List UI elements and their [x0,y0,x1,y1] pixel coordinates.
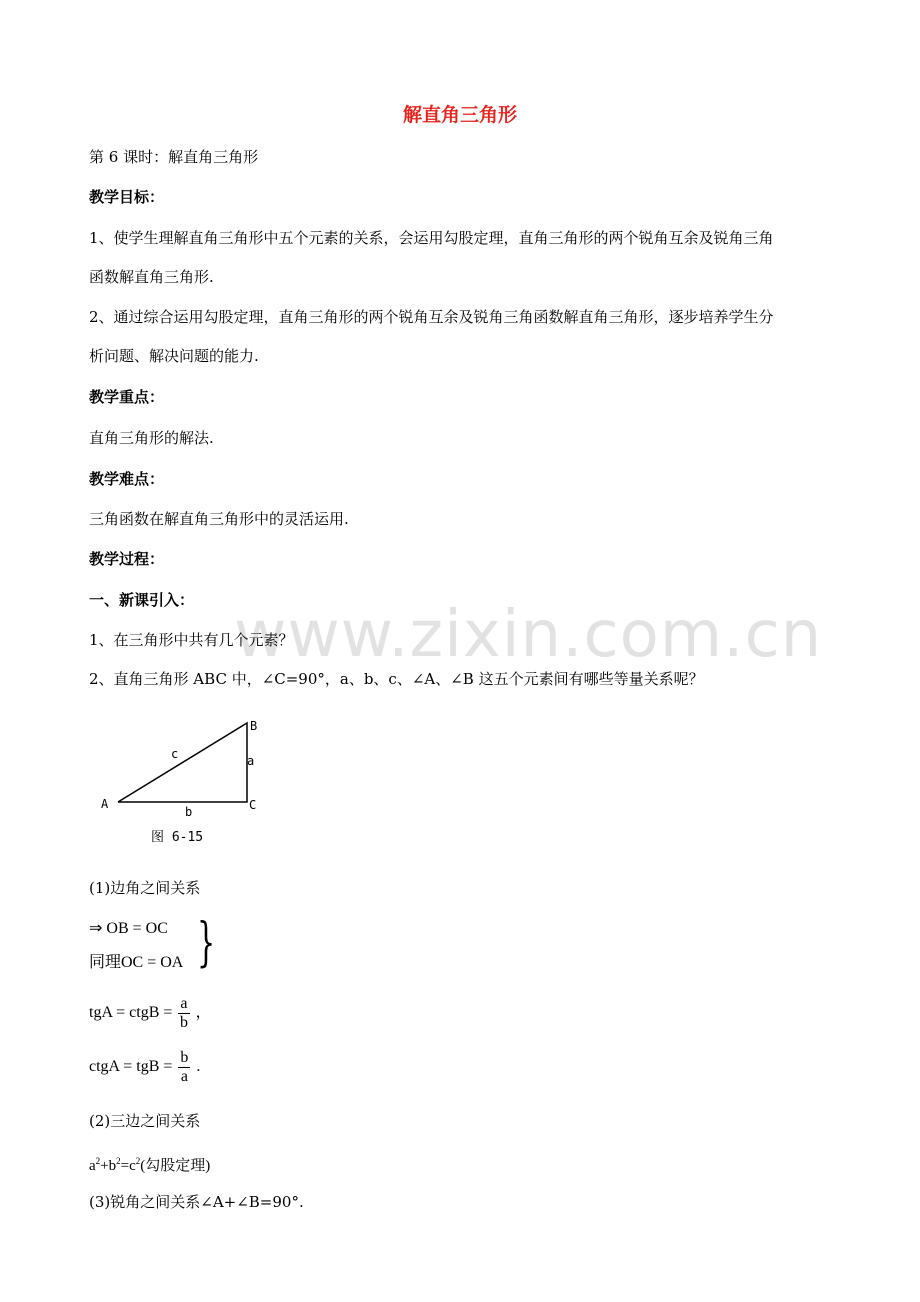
vertex-c-label: C [249,798,257,812]
pythagorean-relation [89,1151,210,1176]
tg-relation [89,995,212,1032]
pythag-eq-c: =c [120,1158,136,1174]
ctg-denominator: a [180,1068,188,1085]
equation-oc-oa: 同理OC = OA [89,954,184,971]
key-points-heading: 教学重点： [89,388,165,406]
tg-left: tgA = ctgB = [89,1004,173,1022]
right-brace: } [197,913,216,973]
ctg-tail: . [196,1058,201,1076]
side-c-label: c [171,747,179,761]
figure-caption: 图 6-15 [151,830,204,845]
tg-tail: ， [195,1004,212,1022]
difficulty-heading: 教学难点： [89,470,165,488]
right-triangle-figure [96,714,276,824]
key-points-text: 直角三角形的解法. [89,429,214,447]
ctg-numerator: b [180,1049,189,1066]
pythag-a: a [89,1158,96,1174]
triangle-outline [118,723,247,802]
goal-1-line-2: 函数解直角三角形. [89,268,214,286]
tg-denominator: b [179,1014,188,1031]
goal-2-line-1: 2、通过综合运用勾股定理，直角三角形的两个锐角互余及锐角三角函数解直角三角形，逐步培养学生分 [89,308,774,326]
pythag-note: (勾股定理) [140,1158,211,1174]
pythag-exp-b: 2 [116,1156,121,1166]
question-1: 1、在三角形中共有几个元素？ [89,631,294,649]
tg-fraction [178,995,189,1032]
ctg-relation [89,1049,200,1086]
relation-1-heading: (1)边角之间关系 [89,879,201,897]
equation-ob-oc: ⇒ OB = OC [89,920,168,937]
relation-2-heading: (2)三边之间关系 [89,1112,201,1130]
watermark: www.zixin.com.cn [234,598,823,672]
side-a-label: a [247,754,255,768]
difficulty-text: 三角函数在解直角三角形中的灵活运用. [89,510,349,528]
vertex-b-label: B [250,719,258,733]
relation-3: (3)锐角之间关系∠A+∠B=90°. [89,1193,304,1211]
goal-2-line-2: 析问题、解决问题的能力. [89,347,259,365]
ctg-fraction [178,1049,190,1086]
process-heading: 教学过程： [89,550,165,568]
side-b-label: b [185,805,193,819]
vertex-a-label: A [101,797,109,811]
section-1-heading: 一、新课引入： [89,591,195,609]
lesson-label: 第 6 课时：解直角三角形 [89,148,259,166]
pythag-plus-b: +b [100,1158,117,1174]
page-title: 解直角三角形 [402,104,517,126]
pythag-exp-a: 2 [95,1156,101,1166]
goal-1-line-1: 1、使学生理解直角三角形中五个元素的关系，会运用勾股定理，直角三角形的两个锐角互余及锐角三角 [89,229,774,247]
question-2: 2、直角三角形 ABC 中，∠C=90°，a、b、c、∠A、∠B 这五个元素间有哪些等量关系呢？ [89,670,704,688]
pythag-exp-c: 2 [135,1156,141,1166]
tg-numerator: a [180,995,188,1012]
ctg-left: ctgA = tgB = [89,1058,173,1076]
goals-heading: 教学目标： [89,188,165,206]
